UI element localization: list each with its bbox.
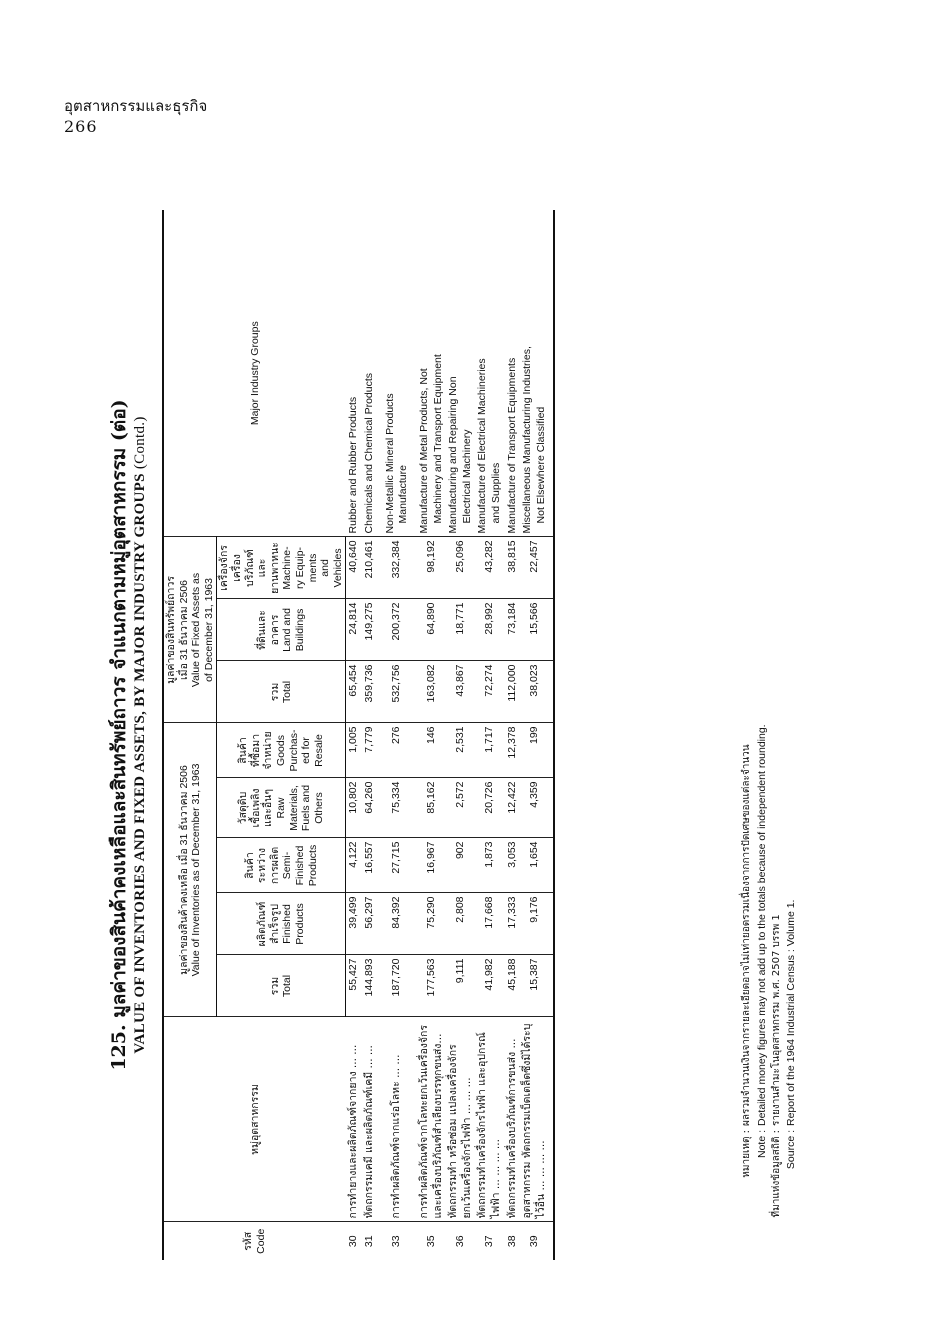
inv-semi-header: สินค้า ระหว่าง การผลิต Semi- Finished Products xyxy=(217,838,346,893)
fa-total-cell: 163,082 xyxy=(412,661,446,723)
english-group-cell xyxy=(505,210,521,537)
land-cell: 15,566 xyxy=(520,599,553,661)
land-cell: 28,992 xyxy=(475,599,504,661)
inv-finished-header: ผลิตภัณฑ์ สำเร็จรูป Finished Products xyxy=(217,893,346,955)
title-thai-suffix: (ต่อ) xyxy=(108,399,130,442)
english-group-cell xyxy=(362,210,378,537)
code-cell: 35 xyxy=(424,1235,437,1248)
english-group-line: Machinery and Transport Equipment xyxy=(431,354,444,524)
english-group-cell xyxy=(412,210,446,537)
land-cell: 149,275 xyxy=(362,599,378,661)
code-cell: 37 xyxy=(483,1235,496,1248)
inv-total-cell: 177,563 xyxy=(412,955,446,1017)
fa-total-cell: 359,736 xyxy=(362,661,378,723)
raw-cell: 10,802 xyxy=(346,778,362,838)
thai-group-cell: หัตถกรรมทำ หรือซ่อม แปลงเครื่องจักร ยกเว้นเครื่องจักรไฟฟ้า ... ... ... xyxy=(446,1017,475,1222)
title-thai-text: มูลค่าของสินค้าคงเหลือและสินทรัพย์ถาวร จำแนกตามหมู่อุตสาหกรรม xyxy=(108,447,130,1018)
english-group-cell xyxy=(520,210,553,537)
table-row xyxy=(362,210,378,1260)
thai-group-cell: หัตถกรรมทำเครื่องจักรไฟฟ้า และอุปกรณ์ไฟฟ้า ... ... ... ... xyxy=(475,1017,504,1222)
rotated-table-sheet xyxy=(90,135,850,1335)
english-group-cell xyxy=(346,210,362,537)
inventories-group-header: มูลค่าของสินค้าคงเหลือ เมื่อ 31 ธันวาคม 2506 Value of Inventories as of December 31, 1963 xyxy=(163,723,217,1017)
code-cell: 36 xyxy=(453,1235,466,1248)
english-group-line: Manufacture of Transport Equipments xyxy=(505,357,518,534)
english-group-line: Manufacturing and Repairing Non xyxy=(447,376,460,534)
land-cell: 24,814 xyxy=(346,599,362,661)
code-cell: 38 xyxy=(505,1235,518,1248)
english-group-cell xyxy=(475,210,504,537)
machinery-cell: 98,192 xyxy=(412,537,446,599)
fa-total-cell: 72,274 xyxy=(475,661,504,723)
finished-cell: 75,290 xyxy=(412,893,446,955)
section-title: อุตสาหกรรมและธุรกิจ xyxy=(64,97,208,115)
note-text: Report of the 1964 Industrial Census : Volume 1. xyxy=(785,899,798,1126)
table-row xyxy=(475,210,504,1260)
table-body xyxy=(346,210,554,1260)
resale-cell: 1,005 xyxy=(346,723,362,778)
machinery-cell: 332,384 xyxy=(378,537,412,599)
thai-group-header: หมู่อุตสาหกรรม xyxy=(163,1017,346,1222)
code-header: รหัส Code xyxy=(163,1222,346,1260)
fixed-assets-group-header: มูลค่าของสินทรัพย์ถาวร เมื่อ 31 ธันวาคม 2506 Value of Fixed Assets as of December 31, 1963 xyxy=(163,537,217,723)
table-title-english xyxy=(132,135,149,1335)
note-label: หมายเหตุ : xyxy=(741,1130,752,1178)
finished-cell: 84,392 xyxy=(378,893,412,955)
table-row xyxy=(505,210,521,1260)
semi-cell: 16,557 xyxy=(362,838,378,893)
table-row xyxy=(346,210,362,1260)
table-notes xyxy=(740,724,799,1240)
note-label: Note : xyxy=(755,1130,768,1159)
english-group-line: Rubber and Rubber Products xyxy=(347,396,360,534)
note-text: ผลรวมจำนวนเงินจากรายละเอียดอาจไม่เท่ายอดรวมเนื่องจากการปัดเศษของแต่ละจำนวน xyxy=(741,744,752,1126)
fa-machinery-header: เครื่องจักร เครื่อง บริภัณฑ์ และ ยานพาหนะ Machine- ry Equip- ments and Vehicles xyxy=(217,537,346,599)
raw-cell: 2,572 xyxy=(446,778,475,838)
inv-total-cell: 187,720 xyxy=(378,955,412,1017)
english-group-line: Manufacture of Metal Products, Not xyxy=(417,368,430,534)
resale-cell: 199 xyxy=(520,723,553,778)
note-label: Source : xyxy=(785,1130,798,1170)
page-header xyxy=(64,96,207,138)
fa-total-cell: 112,000 xyxy=(505,661,521,723)
land-cell: 64,890 xyxy=(412,599,446,661)
raw-cell: 85,162 xyxy=(412,778,446,838)
code-cell: 39 xyxy=(520,1222,553,1260)
finished-cell: 17,333 xyxy=(505,893,521,955)
note-row xyxy=(740,724,755,1240)
english-group-line: Chemicals and Chemical Products xyxy=(362,372,375,534)
machinery-cell: 38,815 xyxy=(505,537,521,599)
thai-group-cell: การทำผลิตภัณฑ์จากแร่อโลหะ ... ... xyxy=(378,1017,412,1222)
resale-cell: 2,531 xyxy=(446,723,475,778)
machinery-cell: 22,457 xyxy=(520,537,553,599)
thai-group-cell: อุตสาหกรรม หัตถกรรมเบ็ดเตล็ดซึ่งมิได้ระบุไว้อื่น ... ... ... ... xyxy=(520,1017,553,1222)
table-number: 125. xyxy=(108,1024,130,1071)
table-row xyxy=(520,210,553,1260)
fa-total-cell: 43,867 xyxy=(446,661,475,723)
inv-total-cell: 9,111 xyxy=(446,955,475,1017)
inv-resale-header: สินค้า ที่ซื้อมา จำหน่าย Goods Purchas- ed for Resale xyxy=(217,723,346,778)
thai-group-cell: หัตถกรรมทำเครื่องบริภัณฑ์การขนส่ง ... xyxy=(505,1017,521,1222)
thai-group-cell: หัตถกรรมเคมี และผลิตภัณฑ์เคมี ... ... xyxy=(362,1017,378,1222)
semi-cell: 1,654 xyxy=(520,838,553,893)
inv-total-cell: 41,982 xyxy=(475,955,504,1017)
english-group-line: and Supplies xyxy=(490,462,503,524)
note-row xyxy=(755,724,770,1240)
fa-total-cell: 38,023 xyxy=(520,661,553,723)
resale-cell: 1,717 xyxy=(475,723,504,778)
semi-cell: 16,967 xyxy=(412,838,446,893)
semi-cell: 3,053 xyxy=(505,838,521,893)
semi-cell: 27,715 xyxy=(378,838,412,893)
page-number: 266 xyxy=(64,117,98,137)
resale-cell: 276 xyxy=(378,723,412,778)
raw-cell: 12,422 xyxy=(505,778,521,838)
fa-total-cell: 532,756 xyxy=(378,661,412,723)
inv-total-header: รวม Total xyxy=(217,955,346,1017)
note-text: รายงานสำมะโนอุตสาหกรรม พ.ศ. 2507 บรรพ 1 xyxy=(770,914,782,1126)
table-row xyxy=(446,210,475,1260)
table-row xyxy=(412,210,446,1260)
machinery-cell: 25,096 xyxy=(446,537,475,599)
inv-total-cell: 144,893 xyxy=(362,955,378,1017)
semi-cell: 1,873 xyxy=(475,838,504,893)
thai-group-cell: การทำยางและผลิตภัณฑ์จากยาง ... ... xyxy=(346,1017,362,1222)
note-label: ที่มาแห่งข้อมูลสถิติ : xyxy=(770,1130,782,1218)
finished-cell: 17,668 xyxy=(475,893,504,955)
resale-cell: 146 xyxy=(412,723,446,778)
english-group-line: Manufacture of Electrical Machineries xyxy=(476,358,489,534)
semi-cell: 902 xyxy=(446,838,475,893)
title-english-text: VALUE OF INVENTORIES AND FIXED ASSETS, BY MAJOR INDUSTRY GROUPS xyxy=(132,473,148,1054)
finished-cell: 39,499 xyxy=(346,893,362,955)
machinery-cell: 43,282 xyxy=(475,537,504,599)
title-english-suffix: (Contd.) xyxy=(132,416,148,470)
english-group-line: Non-Metallic Mineral Products xyxy=(383,393,396,534)
code-cell: 30 xyxy=(347,1235,360,1248)
fa-total-header: รวม Total xyxy=(217,661,346,723)
english-group-cell xyxy=(446,210,475,537)
raw-cell: 64,260 xyxy=(362,778,378,838)
fa-land-header: ที่ดินและ อาคาร Land and Buildings xyxy=(217,599,346,661)
english-group-line: Electrical Machinery xyxy=(460,429,473,524)
english-group-line: Miscellaneous Manufacturing Industries, xyxy=(521,346,534,534)
finished-cell: 9,176 xyxy=(520,893,553,955)
table-title-thai xyxy=(104,135,134,1335)
code-cell: 33 xyxy=(390,1235,403,1248)
resale-cell: 7,779 xyxy=(362,723,378,778)
note-row xyxy=(784,724,799,1240)
inv-raw-header: วัสดุดิบ เชื้อเพลิง และอื่นๆ Raw Materials, Fuels and Others xyxy=(217,778,346,838)
machinery-cell: 40,640 xyxy=(346,537,362,599)
raw-cell: 75,334 xyxy=(378,778,412,838)
english-group-header: Major Industry Groups xyxy=(163,210,346,537)
land-cell: 73,184 xyxy=(505,599,521,661)
land-cell: 200,372 xyxy=(378,599,412,661)
table-row xyxy=(378,210,412,1260)
english-group-line: Manufacture xyxy=(397,465,410,524)
inventories-fixed-assets-table xyxy=(162,210,555,1260)
land-cell: 18,771 xyxy=(446,599,475,661)
raw-cell: 20,726 xyxy=(475,778,504,838)
inv-total-cell: 45,188 xyxy=(505,955,521,1017)
inv-total-cell: 55,427 xyxy=(346,955,362,1017)
fa-total-cell: 65,454 xyxy=(346,661,362,723)
note-text: Detailed money figures may not add up to the totals because of independent rounding. xyxy=(755,724,768,1126)
machinery-cell: 210,461 xyxy=(362,537,378,599)
resale-cell: 12,378 xyxy=(505,723,521,778)
english-group-cell xyxy=(378,210,412,537)
semi-cell: 4,122 xyxy=(346,838,362,893)
english-group-line: Not Elsewhere Classified xyxy=(535,406,547,524)
code-cell: 31 xyxy=(362,1235,375,1248)
finished-cell: 56,297 xyxy=(362,893,378,955)
thai-group-cell: การทำผลิตภัณฑ์จากโลหะยกเว้นเครื่องจักร และเครื่องบริภัณฑ์สำเลียงบรรทุกขนส่ง... xyxy=(412,1017,446,1222)
raw-cell: 4,359 xyxy=(520,778,553,838)
note-row xyxy=(770,724,785,1240)
inv-total-cell: 15,387 xyxy=(520,955,553,1017)
finished-cell: 2,808 xyxy=(446,893,475,955)
